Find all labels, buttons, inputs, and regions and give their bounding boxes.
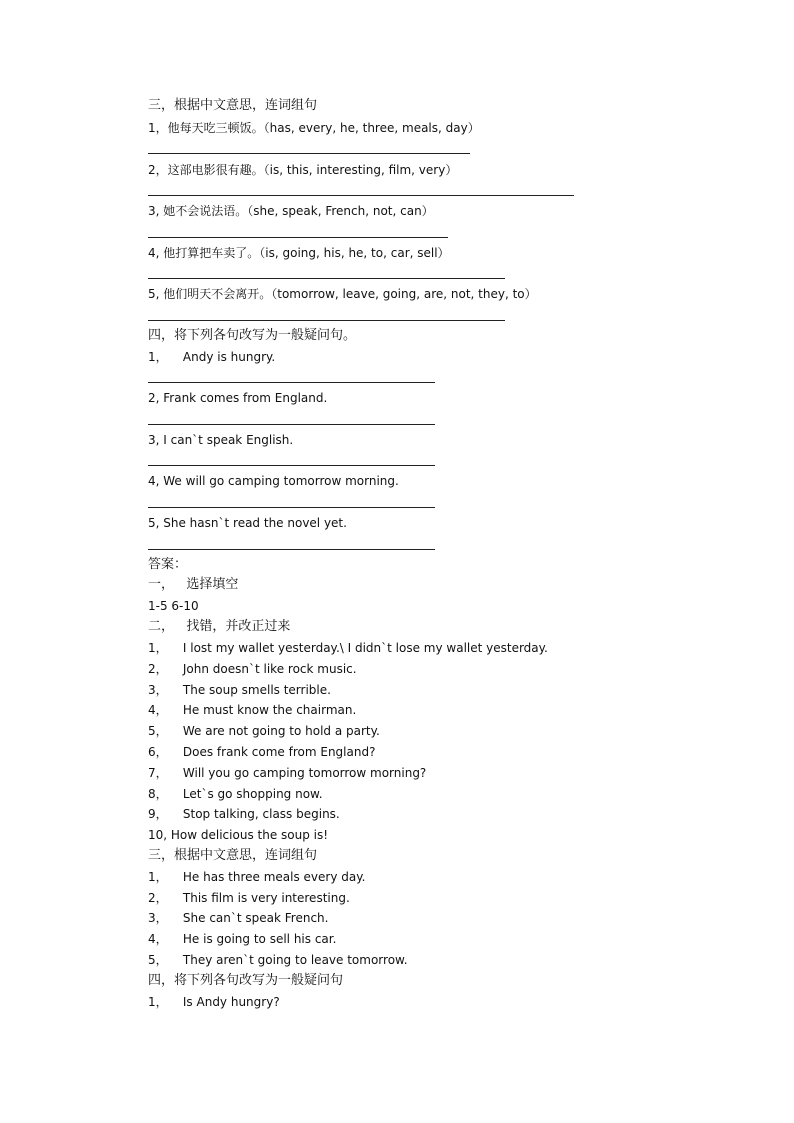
answers-part2-heading: 二， 找错，并改正过来 xyxy=(148,619,291,634)
section3-question-5: 5, 他们明天不会离开。（tomorrow, leave, going, are, not, they, to） xyxy=(148,287,537,301)
answer-line-s3-5 xyxy=(148,320,505,321)
answer-item: 2， John doesn`t like rock music. xyxy=(148,662,357,676)
section3-question-2: 2，这部电影很有趣。（is, this, interesting, film, very） xyxy=(148,163,458,177)
section4-question-4: 4, We will go camping tomorrow morning. xyxy=(148,474,399,488)
answer-line-s4-5 xyxy=(148,549,435,550)
answer-item: 4， He is going to sell his car. xyxy=(148,932,337,946)
answer-item: 5， They aren`t going to leave tomorrow. xyxy=(148,953,408,967)
answer-item: 5， We are not going to hold a party. xyxy=(148,724,380,738)
answer-item: 7， Will you go camping tomorrow morning? xyxy=(148,766,427,780)
answer-item: 4， He must know the chairman. xyxy=(148,703,357,717)
answer-item: 1， I lost my wallet yesterday.\ I didn`t lose my wallet yesterday. xyxy=(148,641,548,655)
answer-line-s4-1 xyxy=(148,382,435,383)
answer-item: 1， Is Andy hungry? xyxy=(148,995,280,1009)
answer-item: 8， Let`s go shopping now. xyxy=(148,787,323,801)
answers-part4-heading: 四，将下列各句改写为一般疑问句 xyxy=(148,973,344,988)
answer-item: 6， Does frank come from England? xyxy=(148,745,376,759)
answer-line-s3-2 xyxy=(148,195,574,196)
section3-question-3: 3, 她不会说法语。（she, speak, French, not, can） xyxy=(148,204,434,218)
answers-part3-heading: 三，根据中文意思，连词组句 xyxy=(148,848,318,863)
section4-question-2: 2, Frank comes from England. xyxy=(148,391,328,405)
answer-item: 3， She can`t speak French. xyxy=(148,911,329,925)
answers-heading: 答案： xyxy=(148,557,188,572)
answers-part1-text: 1-5 6-10 xyxy=(148,599,199,613)
answer-line-s4-4 xyxy=(148,507,435,508)
answer-item: 3， The soup smells terrible. xyxy=(148,683,331,697)
section4-question-1: 1， Andy is hungry. xyxy=(148,350,276,364)
answer-line-s3-1 xyxy=(148,153,470,154)
section4-heading: 四，将下列各句改写为一般疑问句。 xyxy=(148,328,357,343)
answer-item: 2， This film is very interesting. xyxy=(148,891,350,905)
answer-item: 10, How delicious the soup is! xyxy=(148,828,329,842)
answer-line-s3-3 xyxy=(148,237,448,238)
answers-part1-heading: 一， 选择填空 xyxy=(148,577,239,592)
answer-item: 1， He has three meals every day. xyxy=(148,870,366,884)
answer-line-s3-4 xyxy=(148,278,505,279)
section4-question-5: 5, She hasn`t read the novel yet. xyxy=(148,516,347,530)
answer-line-s4-3 xyxy=(148,465,435,466)
answer-line-s4-2 xyxy=(148,424,435,425)
section4-question-3: 3, I can`t speak English. xyxy=(148,433,294,447)
section3-question-1: 1，他每天吃三顿饭。（has, every, he, three, meals, day） xyxy=(148,121,480,135)
answer-item: 9， Stop talking, class begins. xyxy=(148,807,340,821)
section3-question-4: 4, 他打算把车卖了。（is, going, his, he, to, car, sell） xyxy=(148,246,450,260)
section3-heading: 三，根据中文意思，连词组句 xyxy=(148,98,318,113)
